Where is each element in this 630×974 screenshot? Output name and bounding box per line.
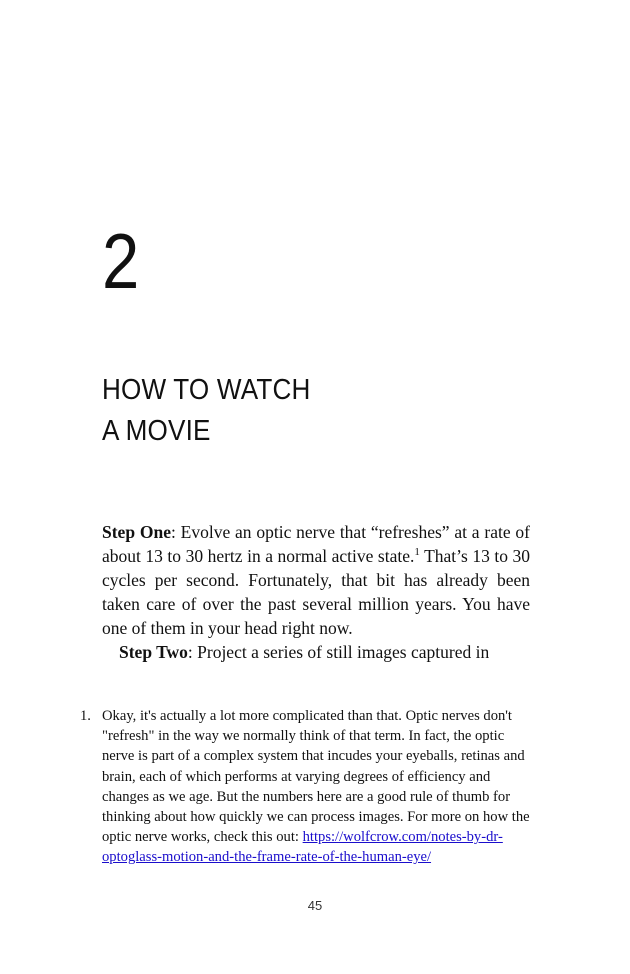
- paragraph-step-one: [102, 520, 530, 640]
- paragraph-step-two: [102, 640, 530, 664]
- footnote: [80, 706, 530, 868]
- footnote-text: [102, 706, 530, 868]
- footnote-body: Okay, it's actually a lot more complicated than that. Optic nerves don't "refresh" in the way we normally think of that term. In fact, the optic nerve is part of a complex system that incudes your eyeballs, retinas and brain, each of which performs at varying degrees of efficiency and changes as we age. But the numbers here are a good rule of thumb for thinking about how quickly we can process images. For more on how the optic nerve works, check this out:: [102, 708, 530, 846]
- footnote-link[interactable]: https://wolfcrow.com/notes-by-dr-optoglass-motion-and-the-frame-rate-of-the-human-eye/: [102, 829, 503, 866]
- chapter-title-line-1: HOW TO WATCH: [102, 374, 311, 406]
- step-two-text: : Project a series of still images captured in: [187, 642, 490, 662]
- step-two-label: Step Two: [119, 642, 188, 662]
- chapter-title-line-2: A MOVIE: [102, 415, 211, 447]
- step-one-text: : Evolve an optic nerve that “refreshes” at a rate of about 13 to 30 hertz in a normal active state.: [102, 522, 530, 566]
- step-one-text-continued: That’s 13 to 30 cycles per second. Fortunately, that bit has already been taken care of over the past several million years. You have one of them in your head right now.: [102, 546, 530, 638]
- footnote-number: 1.: [80, 708, 91, 724]
- chapter-title: [102, 370, 311, 452]
- body-text: [102, 520, 530, 664]
- step-one-label: Step One: [102, 522, 171, 542]
- footnote-reference[interactable]: 1: [414, 546, 420, 558]
- chapter-number: 2: [102, 217, 140, 305]
- page-number: 45: [307, 898, 323, 913]
